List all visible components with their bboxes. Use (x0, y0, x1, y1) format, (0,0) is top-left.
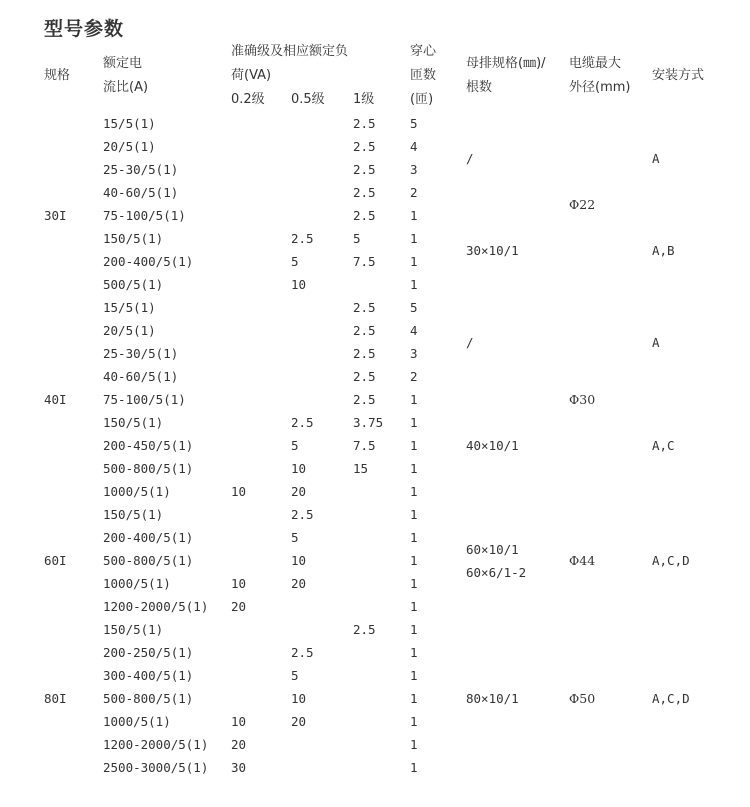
class-0.5-cell: 10 (291, 277, 307, 292)
class-0.5-cell: 2.5 (291, 415, 314, 430)
class-1-cell: 2.5 (353, 392, 376, 407)
install-method-cell: A (652, 334, 660, 350)
header-install: 安装方式 (652, 68, 705, 83)
turns-cell: 1 (410, 714, 418, 729)
ratio-cell: 300-400/5(1) (103, 668, 194, 683)
ratio-cell: 25-30/5(1) (103, 162, 179, 177)
header-turns-line2: 匝数 (410, 68, 437, 83)
ratio-cell: 150/5(1) (103, 507, 164, 522)
class-0.5-cell: 5 (291, 530, 299, 545)
turns-cell: 1 (410, 231, 418, 246)
turns-cell: 2 (410, 185, 418, 200)
turns-cell: 1 (410, 208, 418, 223)
turns-cell: 4 (410, 139, 418, 154)
turns-cell: 1 (410, 645, 418, 660)
turns-cell: 1 (410, 760, 418, 775)
class-0.5-cell: 2.5 (291, 507, 314, 522)
turns-cell: 1 (410, 461, 418, 476)
cable-diameter-cell: Φ30 (569, 392, 596, 407)
turns-cell: 1 (410, 553, 418, 568)
header-busbar-line2: 根数 (466, 80, 493, 95)
turns-cell: 1 (410, 415, 418, 430)
class-1-cell: 2.5 (353, 346, 376, 361)
ratio-cell: 1200-2000/5(1) (103, 737, 209, 752)
ratio-cell: 20/5(1) (103, 139, 156, 154)
header-busbar-line1: 母排规格(㎜)/ (466, 56, 546, 71)
turns-cell: 1 (410, 691, 418, 706)
ratio-cell: 75-100/5(1) (103, 392, 186, 407)
busbar-cell: 60×10/1 (466, 541, 519, 557)
spec-cell: 40I (44, 392, 67, 407)
header-load-line2: 荷(VA) (231, 68, 272, 83)
header-class-0.2: 0.2级 (231, 92, 265, 107)
ratio-cell: 1000/5(1) (103, 484, 171, 499)
spec-cell: 80I (44, 691, 67, 706)
busbar-cell: 80×10/1 (466, 691, 519, 706)
class-0.5-cell: 5 (291, 254, 299, 269)
class-1-cell: 5 (353, 231, 361, 246)
turns-cell: 1 (410, 484, 418, 499)
class-1-cell: 2.5 (353, 162, 376, 177)
ratio-cell: 500-800/5(1) (103, 461, 194, 476)
turns-cell: 5 (410, 300, 418, 315)
header-turns-line3: (匝) (410, 92, 434, 107)
spec-cell: 30I (44, 208, 67, 223)
cable-diameter-cell: Φ50 (569, 691, 596, 706)
class-0.5-cell: 5 (291, 438, 299, 453)
ratio-cell: 15/5(1) (103, 116, 156, 131)
ratio-cell: 20/5(1) (103, 323, 156, 338)
header-turns-line1: 穿心 (410, 44, 437, 59)
busbar-cell: 60×6/1-2 (466, 564, 527, 580)
class-0.5-cell: 2.5 (291, 231, 314, 246)
turns-cell: 1 (410, 668, 418, 683)
turns-cell: 1 (410, 438, 418, 453)
class-0.2-cell: 20 (231, 737, 247, 752)
header-class-1: 1级 (353, 92, 375, 107)
class-0.5-cell: 20 (291, 484, 307, 499)
turns-cell: 1 (410, 530, 418, 545)
turns-cell: 1 (410, 392, 418, 407)
page-title: 型号参数 (44, 18, 125, 40)
spec-cell: 60I (44, 553, 67, 568)
class-1-cell: 2.5 (353, 116, 376, 131)
cable-diameter-cell: Φ44 (569, 553, 596, 568)
class-1-cell: 7.5 (353, 438, 376, 453)
ratio-cell: 15/5(1) (103, 300, 156, 315)
ratio-cell: 1200-2000/5(1) (103, 599, 209, 614)
header-spec: 规格 (44, 68, 71, 83)
busbar-cell: / (466, 334, 474, 350)
turns-cell: 1 (410, 277, 418, 292)
class-0.5-cell: 5 (291, 668, 299, 683)
ratio-cell: 200-400/5(1) (103, 530, 194, 545)
busbar-cell: 40×10/1 (466, 438, 519, 453)
ratio-cell: 1000/5(1) (103, 714, 171, 729)
ratio-cell: 200-400/5(1) (103, 254, 194, 269)
install-method-cell: A,C,D (652, 691, 690, 706)
turns-cell: 1 (410, 622, 418, 637)
turns-cell: 4 (410, 323, 418, 338)
class-0.2-cell: 10 (231, 714, 247, 729)
ratio-cell: 150/5(1) (103, 622, 164, 637)
turns-cell: 1 (410, 737, 418, 752)
class-1-cell: 2.5 (353, 300, 376, 315)
turns-cell: 3 (410, 162, 418, 177)
class-0.5-cell: 2.5 (291, 645, 314, 660)
class-0.2-cell: 30 (231, 760, 247, 775)
install-method-cell: A,C,D (652, 553, 690, 568)
ratio-cell: 500-800/5(1) (103, 553, 194, 568)
ratio-cell: 40-60/5(1) (103, 369, 179, 384)
turns-cell: 3 (410, 346, 418, 361)
class-1-cell: 2.5 (353, 622, 376, 637)
header-class-0.5: 0.5级 (291, 92, 325, 107)
ratio-cell: 150/5(1) (103, 231, 164, 246)
header-cable-line2: 外径(mm) (569, 80, 631, 95)
class-0.2-cell: 10 (231, 484, 247, 499)
class-1-cell: 2.5 (353, 369, 376, 384)
class-0.2-cell: 20 (231, 599, 247, 614)
class-0.5-cell: 20 (291, 576, 307, 591)
class-0.5-cell: 10 (291, 461, 307, 476)
class-1-cell: 2.5 (353, 139, 376, 154)
ratio-cell: 40-60/5(1) (103, 185, 179, 200)
turns-cell: 1 (410, 599, 418, 614)
class-1-cell: 15 (353, 461, 369, 476)
class-1-cell: 3.75 (353, 415, 384, 430)
cable-diameter-cell: Φ22 (569, 196, 596, 212)
ratio-cell: 1000/5(1) (103, 576, 171, 591)
ratio-cell: 150/5(1) (103, 415, 164, 430)
class-1-cell: 2.5 (353, 323, 376, 338)
turns-cell: 1 (410, 507, 418, 522)
turns-cell: 1 (410, 254, 418, 269)
busbar-cell: / (466, 150, 474, 166)
turns-cell: 5 (410, 116, 418, 131)
ratio-cell: 75-100/5(1) (103, 208, 186, 223)
class-1-cell: 2.5 (353, 208, 376, 223)
turns-cell: 2 (410, 369, 418, 384)
turns-cell: 1 (410, 576, 418, 591)
class-0.2-cell: 10 (231, 576, 247, 591)
header-cable-line1: 电缆最大 (569, 56, 622, 71)
ratio-cell: 200-250/5(1) (103, 645, 194, 660)
header-ratio-line1: 额定电 (103, 56, 143, 71)
ratio-cell: 500-800/5(1) (103, 691, 194, 706)
ratio-cell: 2500-3000/5(1) (103, 760, 209, 775)
class-1-cell: 2.5 (353, 185, 376, 200)
class-0.5-cell: 20 (291, 714, 307, 729)
class-0.5-cell: 10 (291, 691, 307, 706)
class-1-cell: 7.5 (353, 254, 376, 269)
install-method-cell: A (652, 150, 660, 166)
ratio-cell: 200-450/5(1) (103, 438, 194, 453)
install-method-cell: A,B (652, 242, 675, 258)
class-0.5-cell: 10 (291, 553, 307, 568)
ratio-cell: 25-30/5(1) (103, 346, 179, 361)
header-ratio-line2: 流比(A) (103, 80, 149, 95)
busbar-cell: 30×10/1 (466, 242, 519, 258)
install-method-cell: A,C (652, 438, 675, 453)
ratio-cell: 500/5(1) (103, 277, 164, 292)
header-load-line1: 准确级及相应额定负 (231, 44, 349, 59)
